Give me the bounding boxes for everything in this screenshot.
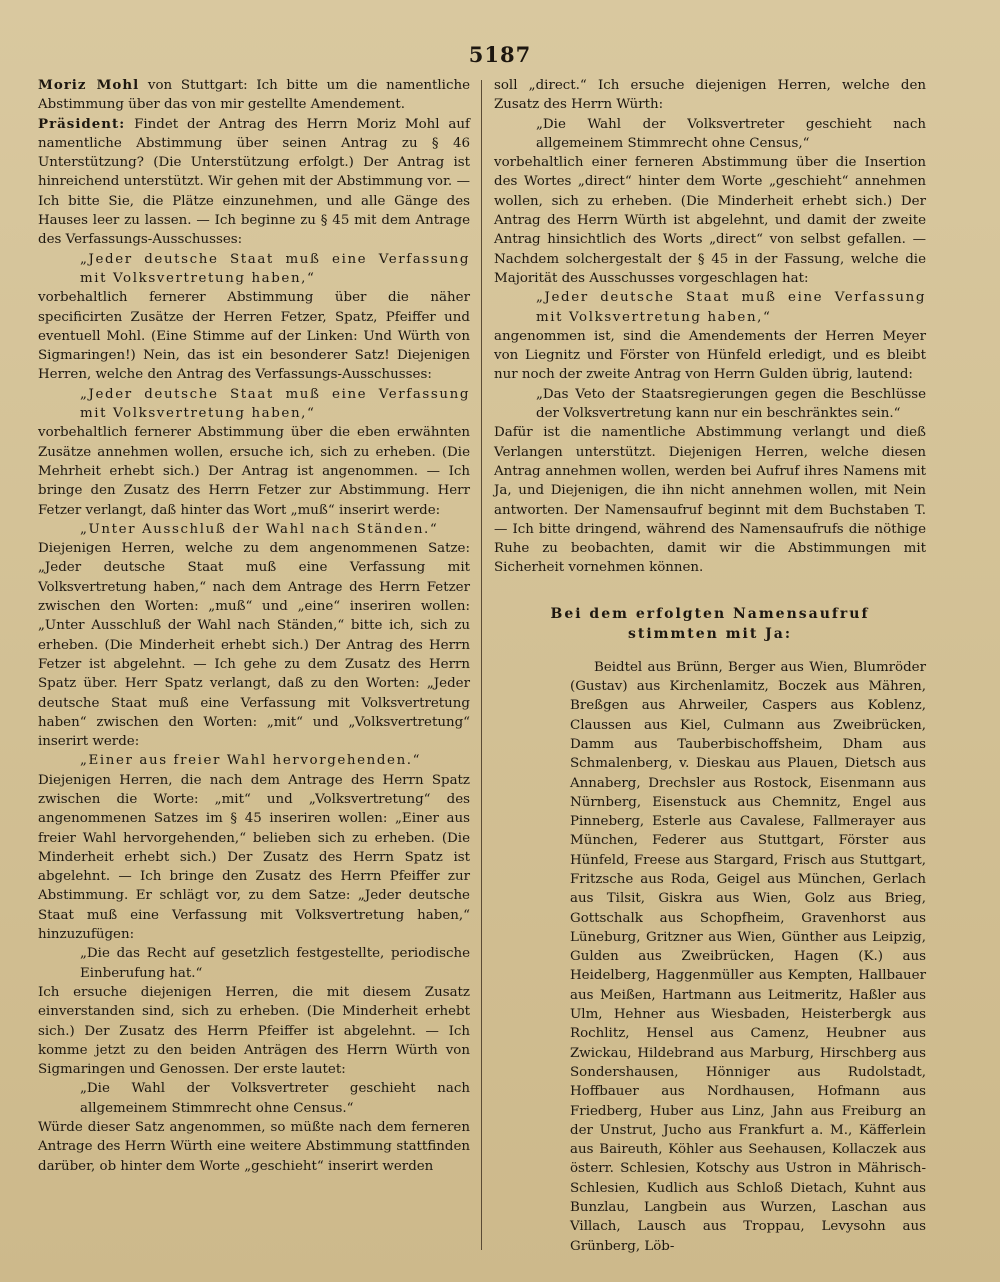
paragraph: Dafür ist die namentliche Abstimmung verlangt und dieß Verlangen unterstützt. Diejenigen Herren, welche diesen Antrag annehmen wollen, werden bei Aufruf ihres Namens mit Ja, und Diejenigen, die ihn nicht annehmen wollen, mit Nein antworten. Der Namensaufruf beginnt mit dem Buchstaben T. — Ich bitte dringend, während des Namensaufrufs die nöthige Ruhe zu beobachten, damit wir die Abstimmungen mit Sicherheit vornehmen können.	[494, 425, 926, 576]
quotation: „Die Wahl der Volksvertreter geschieht nach allgemeinem Stimmrecht ohne Census.“	[80, 1081, 470, 1116]
speaker-name: Präsident:	[38, 115, 126, 132]
paragraph	[38, 115, 470, 250]
paragraph	[38, 76, 470, 115]
paragraph: Diejenigen Herren, die nach dem Antrage des Herrn Spatz zwischen die Worte: „mit“ und „Volksvertretung“ des angenommenen Satzes im § 45 inseriren wollen: „Einer aus freier Wahl hervorgehenden,“ belieben sich zu erheben. (Die Minderheit erhebt sich.) Der Zusatz des Herrn Spatz ist abgelehnt. — Ich bringe den Zusatz des Herrn Pfeiffer zur Abstimmung. Er schlägt vor, zu dem Satze: „Jeder deutsche Staat muß eine Verfassung mit Volksvertretung haben,“ hinzuzufügen:	[38, 772, 470, 943]
right-column	[494, 76, 926, 1256]
paragraph: vorbehaltlich fernerer Abstimmung über die näher specificirten Zusätze der Herren Fetzer, Spatz, Pfeiffer und eventuell Mohl. (Eine Stimme auf der Linken: Und Würth von Sigmaringen!) Nein, das ist ein besonderer Satz! Diejenigen Herren, welche den Antrag des Verfassungs-Ausschusses:	[38, 290, 470, 383]
left-column	[38, 76, 470, 1176]
paragraph: vorbehaltlich einer ferneren Abstimmung über die Insertion des Wortes „direct“ hinter dem Worte „geschieht“ annehmen wollen, sich zu erheben. (Die Minderheit erhebt sich.) Der Antrag des Herrn Würth ist abgelehnt, und damit der zweite Antrag hinsichtlich des Worts „direct“ von selbst gefallen. — Nachdem solchergestalt der § 45 in der Fassung, welche die Majorität des Ausschusses vorgeschlagen hat:	[494, 155, 926, 286]
column-rule	[481, 80, 482, 1250]
quotation: „Jeder deutsche Staat muß eine Verfassung mit Volksvertretung haben,“	[80, 251, 470, 286]
quotation: „Die Wahl der Volksvertreter geschieht nach allgemeinem Stimmrecht ohne Census,“	[536, 116, 926, 151]
quotation: „Einer aus freier Wahl hervorgehenden.“	[80, 753, 422, 769]
paragraph: Würde dieser Satz angenommen, so müßte nach dem ferneren Antrage des Herrn Würth eine weitere Abstimmung stattfinden darüber, ob hinter dem Worte „geschieht“ inserirt werden	[38, 1120, 470, 1174]
speaker-name: Moriz Mohl	[38, 77, 140, 93]
paragraph-text: Findet der Antrag des Herrn Moriz Mohl auf namentliche Abstimmung über seinen Antrag zu § 46 Unterstützung? (Die Unterstützung erfolgt.) Der Antrag ist hinreichend unterstützt. Wir gehen mit der Abstimmung vor. — Ich bitte Sie, die Plätze einzunehmen, und alle Gänge des Hauses leer zu lassen. — Ich beginne zu § 45 mit dem Antrage des Verfassungs-Ausschusses:	[38, 116, 470, 248]
paragraph: angenommen ist, sind die Amendements der Herren Meyer von Liegnitz und Förster von Hünfeld erledigt, und es bleibt nur noch der zweite Antrag von Herrn Gulden übrig, lautend:	[494, 328, 926, 383]
quotation: „Jeder deutsche Staat muß eine Verfassung mit Volksvertretung haben,“	[536, 290, 926, 325]
name-list: Beidtel aus Brünn, Berger aus Wien, Blumröder (Gustav) aus Kirchenlamitz, Boczek aus Mähren, Breßgen aus Ahrweiler, Caspers aus Koblenz, Claussen aus Kiel, Culmann aus Zweibrücken, Damm aus Tauberbischoffsheim, Dham aus Schmalenberg, v. Dieskau aus Plauen, Dietsch aus Annaberg, Drechsler aus Rostock, Eisenmann aus Nürnberg, Eisenstuck aus Chemnitz, Engel aus Pinneberg, Esterle aus Cavalese, Fallmerayer aus München, Federer aus Stuttgart, Förster aus Hünfeld, Freese aus Stargard, Frisch aus Stuttgart, Fritzsche aus Roda, Geigel aus München, Gerlach aus Tilsit, Giskra aus Wien, Golz aus Brieg, Gottschalk aus Schopfheim, Gravenhorst aus Lüneburg, Gritzner aus Wien, Günther aus Leipzig, Gulden aus Zweibrücken, Hagen (K.) aus Heidelberg, Haggenmüller aus Kempten, Hallbauer aus Meißen, Hartmann aus Leitmeritz, Haßler aus Ulm, Hehner aus Wiesbaden, Heisterbergk aus Rochlitz, Hensel aus Camenz, Heubner aus Zwickau, Hildebrand aus Marburg, Hirschberg aus Sondershausen, Hönniger aus Rudolstadt, Hoffbauer aus Nordhausen, Hofmann aus Friedberg, Huber aus Linz, Jahn aus Freiburg an der Unstrut, Jucho aus Frankfurt a. M., Käfferlein aus Baireuth, Köhler aus Seehausen, Kollaczek aus österr. Schlesien, Kotschy aus Ustron in Mährisch-Schlesien, Kudlich aus Schloß Dietach, Kuhnt aus Bunzlau, Langbein aus Wurzen, Laschan aus Villach, Lausch aus Troppau, Levysohn aus Grünberg, Löb-	[570, 659, 926, 1254]
page-number: 5187	[468, 42, 532, 67]
paragraph: Ich ersuche diejenigen Herren, die mit diesem Zusatz einverstanden sind, sich zu erheben. (Die Minderheit erhebt sich.) Der Zusatz des Herrn Pfeiffer ist abgelehnt. — Ich komme jetzt zu den beiden Anträgen des Herrn Würth von Sigmaringen und Genossen. Der erste lautet:	[38, 984, 470, 1078]
paragraph: vorbehaltlich fernerer Abstimmung über die eben erwähnten Zusätze annehmen wollen, ersuche ich, sich zu erheben. (Die Mehrheit erhebt sich.) Der Antrag ist angenommen. — Ich bringe den Zusatz des Herrn Fetzer zur Abstimmung. Herr Fetzer verlangt, daß hinter das Wort „muß“ inserirt werde:	[38, 425, 470, 518]
section-heading: Bei dem erfolgten Namensaufruf stimmten mit Ja:	[550, 605, 870, 642]
paragraph-text: von Stuttgart: Ich bitte um die namentliche Abstimmung über das von mir gestellte Amendement.	[38, 78, 470, 113]
quotation: „Unter Ausschluß der Wahl nach Ständen.“	[80, 521, 439, 537]
quotation: „Die das Recht auf gesetzlich festgestellte, periodische Einberufung hat.“	[80, 946, 470, 981]
quotation: „Das Veto der Staatsregierungen gegen die Beschlüsse der Volksvertretung kann nur ein beschränktes sein.“	[536, 386, 926, 422]
paragraph: soll „direct.“ Ich ersuche diejenigen Herren, welche den Zusatz des Herrn Würth:	[494, 78, 926, 113]
paragraph: Diejenigen Herren, welche zu dem angenommenen Satze: „Jeder deutsche Staat muß eine Verfassung mit Volksvertretung haben,“ nach dem Antrage des Herrn Fetzer zwischen den Worten: „muß“ und „eine“ inseriren wollen: „Unter Ausschluß der Wahl nach Ständen,“ bitte ich, sich zu erheben. (Die Minderheit erhebt sich.) Der Antrag des Herrn Fetzer ist abgelehnt. — Ich gehe zu dem Zusatz des Herrn Spatz über. Herr Spatz verlangt, daß zu den Worten: „Jeder deutsche Staat muß eine Verfassung mit Volksvertretung haben“ zwischen den Worten: „mit“ und „Volksvertretung“ inserirt werde:	[38, 541, 470, 750]
quotation: „Jeder deutsche Staat muß eine Verfassung mit Volksvertretung haben,“	[80, 386, 470, 422]
